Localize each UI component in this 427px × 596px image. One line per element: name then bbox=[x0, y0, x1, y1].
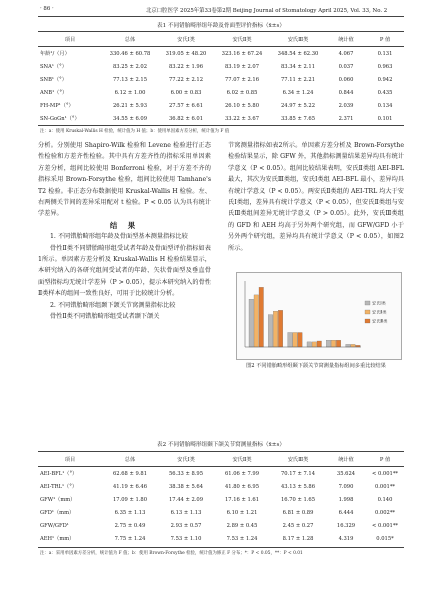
table-row bbox=[38, 112, 404, 125]
results-paragraph-2: 骨性Ⅱ类不同错胎畸形组受试者颞下颌关 bbox=[50, 313, 160, 321]
table2-cell: 43.13 ± 5.86 bbox=[280, 483, 316, 490]
table1-caption: 表1 不同错胎畸形组年龄及骨面型评价指标（x̄±s） bbox=[157, 23, 285, 29]
table2-cell: 2.93 ± 0.57 bbox=[170, 522, 202, 529]
table2-cell: 6.13 ± 1.13 bbox=[170, 509, 202, 516]
table1-cell: 26.10 ± 5.80 bbox=[224, 102, 260, 109]
table-row bbox=[38, 493, 404, 506]
table2-cell: 1.998 bbox=[338, 496, 354, 503]
figure2-bar bbox=[273, 311, 278, 347]
table2-col-stat: 统计值 bbox=[338, 456, 354, 463]
table1-cell: 0.963 bbox=[377, 63, 393, 70]
table2-cell: < 0.001** bbox=[371, 470, 399, 477]
table2-cell: 2.45 ± 0.27 bbox=[282, 522, 314, 529]
table1-cell: 319.05 ± 48.20 bbox=[165, 50, 207, 57]
table1-cell: 83.22 ± 1.96 bbox=[168, 63, 204, 70]
table2-cell: 2.89 ± 0.45 bbox=[226, 522, 258, 529]
table1-cell: 26.21 ± 5.93 bbox=[112, 102, 148, 109]
figure2-bar bbox=[317, 341, 322, 347]
table1-cell: 77.13 ± 2.15 bbox=[112, 76, 148, 83]
table-row bbox=[38, 506, 404, 519]
table2-cell: 7.090 bbox=[338, 483, 354, 490]
table2-cell: 35.624 bbox=[336, 470, 356, 477]
table1-cell: 0.101 bbox=[377, 115, 393, 122]
table1-cell: 323.16 ± 67.24 bbox=[221, 50, 263, 57]
table2-col-class1: 安氏Ⅰ类 bbox=[177, 456, 195, 463]
table2-col-class2: 安氏Ⅱ类 bbox=[232, 456, 252, 463]
table2-cell: 6.444 bbox=[338, 509, 354, 516]
table1-cell: 年龄¹/（月） bbox=[40, 51, 70, 57]
table1-col-class3: 安氏Ⅲ类 bbox=[287, 36, 309, 43]
figure2-bar bbox=[254, 295, 259, 347]
table-row bbox=[38, 480, 404, 493]
table2-note: 注：a：采用单因素方差分析，统计值为 F 值；b：使用 Brown-Forsythe 检验，统计值为修正 F 分布；*：P < 0.05，**：P < 0.01 bbox=[40, 551, 303, 556]
table2-cell: 17.44 ± 2.09 bbox=[168, 496, 204, 503]
table-row bbox=[38, 519, 404, 532]
figure2-caption: 图2 不同错胎畸形组颞下颌关节窝测量指标组间多重比较结果 bbox=[246, 363, 386, 369]
table1-cell: 27.57 ± 6.61 bbox=[168, 102, 204, 109]
table1-cell: FH-MP¹（°） bbox=[40, 103, 74, 109]
table2-cell: GFW/GFD¹ bbox=[40, 522, 69, 529]
figure2-legend-label: 安氏Ⅲ类 bbox=[372, 318, 388, 324]
table1-cell: 0.435 bbox=[377, 89, 393, 96]
figure2-legend-label: 安氏Ⅰ类 bbox=[372, 300, 386, 306]
table1-cell: 83.34 ± 2.11 bbox=[280, 63, 316, 70]
table-row bbox=[38, 467, 404, 481]
table1-cell: 348.54 ± 62.30 bbox=[277, 50, 319, 57]
table1-cell: ANB¹（°） bbox=[40, 90, 68, 96]
left-column bbox=[38, 140, 211, 323]
figure2-bar bbox=[312, 342, 317, 347]
table2-cell: 7.75 ± 1.24 bbox=[114, 535, 146, 542]
table1-header-row bbox=[38, 32, 404, 47]
table2-cell: 6.10 ± 1.21 bbox=[226, 509, 258, 516]
table2-cell: 41.80 ± 6.95 bbox=[224, 483, 260, 490]
subheading-1: 1. 不同错胎畸形组年龄及骨面型基本测量指标比较 bbox=[50, 233, 188, 241]
table2-cell: 2.75 ± 0.49 bbox=[114, 522, 146, 529]
table1-col-class1: 安氏Ⅰ类 bbox=[177, 36, 195, 43]
table2-col-item: 项目 bbox=[64, 456, 76, 463]
figure2-legend-swatch bbox=[365, 310, 370, 314]
table1-cell: 2.039 bbox=[338, 102, 354, 109]
table-row bbox=[38, 532, 404, 545]
table2-caption: 表2 不同错胎畸形组颞下颌关节窝测量指标（x̄±s） bbox=[157, 442, 285, 448]
table2-cell: 17.09 ± 1.80 bbox=[112, 496, 148, 503]
table2-cell: 56.33 ± 8.95 bbox=[168, 470, 204, 477]
table2-cell: 8.17 ± 1.28 bbox=[282, 535, 314, 542]
table2-cell: 6.35 ± 1.13 bbox=[114, 509, 146, 516]
table2-cell: 62.68 ± 9.81 bbox=[112, 470, 148, 477]
table2-header-row bbox=[38, 452, 404, 467]
methods-paragraph: 分析。分别使用 Shapiro-Wilk 检验和 Levene 检验进行正态性检验和方差齐性检验。其中具有方差齐性的指标采用单因素方差分析，组间比较使用 Bonferroni 检验，对于方差不齐的指标采用 Brown-Forsythe 检验，组间比较使用 Tamhane's T2 检验。非正态分布数据使用 Kruskal-Wallis H 检验。左、右两侧关节间的差异采用配对 t 检验。P < 0.05 认为具有统计学差异。 bbox=[38, 142, 211, 218]
table1-cell: 4.067 bbox=[338, 50, 354, 57]
table2-cell: AEI-TRL¹（°） bbox=[40, 484, 78, 490]
table2-cell: < 0.001** bbox=[371, 522, 399, 529]
figure2-bar bbox=[259, 287, 264, 347]
table2-cell: 70.17 ± 7.14 bbox=[280, 470, 316, 477]
page-number: · 86 · bbox=[40, 6, 54, 12]
table2-cell: 17.16 ± 1.61 bbox=[224, 496, 260, 503]
figure2-bar bbox=[249, 299, 254, 347]
table1-cell: 0.037 bbox=[338, 63, 354, 70]
table-row bbox=[38, 60, 404, 73]
table1-cell: 0.060 bbox=[338, 76, 354, 83]
table1-cell: 6.02 ± 0.85 bbox=[226, 89, 258, 96]
figure2-bar bbox=[326, 340, 331, 347]
table1-cell: 6.00 ± 0.83 bbox=[170, 89, 202, 96]
table1-col-class2: 安氏Ⅱ类 bbox=[232, 36, 252, 43]
figure2-bar bbox=[331, 340, 336, 347]
table1-cell: 34.55 ± 6.09 bbox=[112, 115, 148, 122]
subheading-2: 2. 不同错胎畸形组颞下颌关节窝测量指标比较 bbox=[50, 301, 176, 309]
table2-cell: 4.319 bbox=[338, 535, 354, 542]
figure2-legend-label: 安氏Ⅱ类 bbox=[372, 309, 387, 315]
table1-col-p: P 值 bbox=[379, 36, 391, 43]
figure2-bar bbox=[298, 333, 303, 348]
results-paragraph-3: 节窝测量指标如表2所示。单因素方差分析及 Brown-Forsythe 检验结果显示，除 GFW 外，其他指标测量结果差异均具有统计学意义（P < 0.05）。组间比较结果表明，安氏Ⅱ类组 AEI-BFL 最大，其次为安氏Ⅲ类组，安氏Ⅰ类组 AEI-BFL 最小，差异均具有统计学意义（P < 0.05）。两安氏Ⅱ类组的 AEI-TRL 均大于安氏Ⅰ类组，差异具有统计学意义（P < 0.05），但安氏Ⅱ类组与安氏Ⅲ类组间差异无统计学意义（P > 0.05）。此外，安氏Ⅲ类组的 GFD 和 AEH 均高于另外两个研究组，而 GFW/GFD 小于另外两个研究组，差异均具有统计学意义（P < 0.05），如图2所示。 bbox=[228, 142, 404, 252]
table1-cell: 0.134 bbox=[377, 102, 393, 109]
figure2-legend-swatch bbox=[365, 319, 370, 323]
figure2-legend-swatch bbox=[365, 301, 370, 305]
table1-cell: 33.85 ± 7.65 bbox=[280, 115, 316, 122]
table1-cell: 0.942 bbox=[377, 76, 393, 83]
table1-cell: 0.844 bbox=[338, 89, 354, 96]
table2-cell: 16.70 ± 1.65 bbox=[280, 496, 316, 503]
figure2-chart bbox=[237, 273, 401, 359]
table2-col-class3: 安氏Ⅲ类 bbox=[287, 456, 309, 463]
table1-cell: 77.11 ± 2.21 bbox=[280, 76, 316, 83]
table1-col-total: 总体 bbox=[124, 36, 136, 43]
figure2-bar bbox=[346, 344, 351, 347]
table2-cell: 0.001** bbox=[374, 483, 396, 490]
figure2-bar bbox=[356, 345, 361, 347]
table1-cell: 6.34 ± 1.24 bbox=[282, 89, 314, 96]
table2-col-total: 总体 bbox=[124, 456, 136, 463]
table2-cell: 0.140 bbox=[377, 496, 393, 503]
table1-cell: 6.12 ± 1.00 bbox=[114, 89, 146, 96]
table1-cell: 83.19 ± 2.07 bbox=[224, 63, 260, 70]
table2-cell: 7.53 ± 1.24 bbox=[226, 535, 258, 542]
figure2-bar bbox=[307, 342, 312, 347]
table2-cell: 6.81 ± 0.89 bbox=[282, 509, 314, 516]
table1-cell: 24.97 ± 5.22 bbox=[280, 102, 316, 109]
table1-cell: SN-GoGn¹（°） bbox=[40, 116, 80, 122]
results-paragraph-1: 骨性Ⅱ类不同错胎畸形组受试者年龄及骨面型评价指标如表1所示。单因素方差分析及 Kruskal-Wallis H 检验结果显示，本研究纳入的各研究组间受试者的年龄、矢状骨面型及垂直骨面型指标均无统计学差异（P > 0.05），提示本研究纳入的骨性Ⅱ类样本的组间一致性良好，可用于比较统计分析。 bbox=[38, 244, 211, 298]
table2-cell: 0.002** bbox=[374, 509, 396, 516]
table2-cell: GFD¹（mm） bbox=[40, 510, 75, 516]
right-column bbox=[228, 140, 404, 254]
table-row bbox=[38, 73, 404, 86]
figure2 bbox=[236, 272, 402, 360]
table1-col-stat: 统计值 bbox=[338, 36, 354, 43]
table1-cell: 2.371 bbox=[338, 115, 354, 122]
table1-cell: 330.46 ± 60.78 bbox=[109, 50, 151, 57]
table1 bbox=[38, 32, 404, 125]
table2-cell: 61.06 ± 7.99 bbox=[224, 470, 260, 477]
table2-col-p: P 值 bbox=[379, 456, 391, 463]
table1-cell: 0.131 bbox=[377, 50, 393, 57]
figure2-bar bbox=[278, 310, 283, 347]
table1-note: 注：a：使用 Kruskal-Wallis H 检验，统计值为 H 值；b：使用单因素方差分析，统计值为 F 值 bbox=[40, 129, 230, 134]
table1-cell: 33.22 ± 3.67 bbox=[224, 115, 260, 122]
table2-cell: 0.015* bbox=[376, 535, 394, 542]
table1-col-item: 项目 bbox=[64, 36, 76, 43]
figure2-bar bbox=[288, 333, 293, 348]
table1-cell: SNB¹（°） bbox=[40, 77, 67, 83]
figure2-bar bbox=[293, 333, 298, 348]
table-row bbox=[38, 99, 404, 112]
journal-header: 北京口腔医学 2025年第33卷第2期 Beijing Journal of Stomatology April 2025, Vol. 33, No. 2 bbox=[146, 8, 388, 14]
table-row bbox=[38, 86, 404, 99]
table2-cell: 16.329 bbox=[336, 522, 356, 529]
table2-cell: AEI-BFL¹（°） bbox=[40, 471, 78, 477]
table2-cell: AEH¹（mm） bbox=[40, 536, 75, 542]
table1-cell: 77.07 ± 2.16 bbox=[224, 76, 260, 83]
table2-cell: 38.38 ± 5.64 bbox=[168, 483, 204, 490]
table2-cell: GFW¹（mm） bbox=[40, 497, 76, 503]
figure2-bar bbox=[336, 340, 341, 347]
table1-cell: 36.82 ± 6.01 bbox=[168, 115, 204, 122]
table-row bbox=[38, 47, 404, 61]
table2-cell: 41.19 ± 6.46 bbox=[112, 483, 148, 490]
table1-cell: 83.25 ± 2.02 bbox=[112, 63, 148, 70]
table1-cell: 77.22 ± 2.12 bbox=[168, 76, 204, 83]
results-heading: 结 果 bbox=[109, 220, 140, 230]
figure2-bar bbox=[351, 344, 356, 347]
table2-cell: 7.53 ± 1.10 bbox=[170, 535, 202, 542]
table2 bbox=[38, 452, 404, 545]
table1-cell: SNA¹（°） bbox=[40, 64, 67, 70]
figure2-bar bbox=[268, 315, 273, 347]
